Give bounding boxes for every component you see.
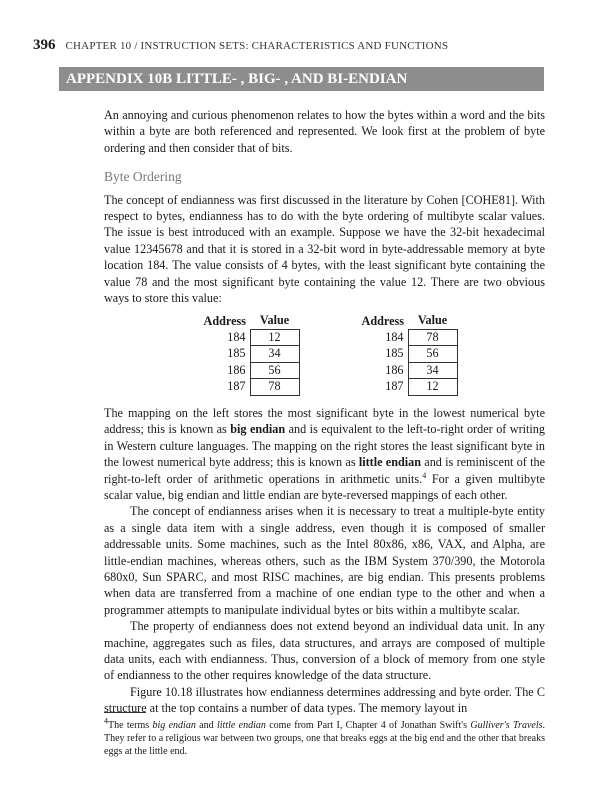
footnote-term: big endian — [152, 720, 196, 731]
byte-ordering-paragraph: The concept of endianness was first discussed in the literature by Cohen [COHE81]. With respect to bytes, endianness has to do with the byte ordering of multibyte scalar values. The issue is best introduced with an example. Suppose we have the 32-bit hexadecimal value 12345678 and that it is stored in a 32-bit word in byte-addressable memory at byte location 184. The value consists of 4 bytes, with the least significant byte containing the value 78 and the most significant byte containing the value 12. There are two obvious ways to store this value: — [104, 192, 545, 306]
footnote — [104, 716, 545, 758]
little-endian-table — [350, 313, 458, 396]
mapping-text: For a given multibyte scalar value, big endian and little endian are byte-reversed mappings of each other. — [104, 471, 545, 502]
footnote-divider — [104, 712, 146, 713]
value-cell: 12 — [250, 329, 299, 346]
value-cell: 34 — [250, 346, 299, 363]
value-cell: 78 — [250, 379, 299, 396]
table-row — [350, 346, 458, 363]
property-paragraph: The property of endianness does not extend beyond an individual data unit. In any machine, aggregates such as files, data structures, and arrays are composed of multiple data units, each with endianness. Thus, conversion of a block of memory from one style of endianness to the other requires knowledge of the data structure. — [104, 619, 545, 683]
value-cell: 12 — [408, 379, 457, 396]
page-number: 396 — [33, 37, 56, 53]
address-cell: 185 — [227, 346, 246, 361]
mapping-text: and is equivalent to the left-to-right order of writing in Western culture languages. The mapping on the right stores the least significant byte in the lowest numerical byte address; this is known as — [104, 422, 545, 470]
value-cell: 78 — [408, 329, 457, 346]
value-cell: 34 — [408, 362, 457, 379]
table-row — [350, 329, 458, 346]
table-row — [192, 346, 300, 363]
footnote-text: and — [195, 720, 217, 731]
mapping-text: and is reminiscent of the right-to-left order of arithmetic operations in arithmetic units. — [104, 455, 545, 486]
footnote-number: 4 — [104, 716, 108, 726]
table-row — [192, 329, 300, 346]
intro-paragraph: An annoying and curious phenomenon relates to how the bytes within a word and the bits within a byte are both referenced and represented. We look first at the problem of byte ordering and then consider that of bits. — [104, 108, 545, 155]
footnote-text: The terms — [108, 720, 153, 731]
address-cell: 186 — [385, 362, 404, 377]
main-text — [104, 107, 545, 717]
address-header: Address — [203, 313, 246, 328]
footnote-book-title: Gulliver's Travels — [470, 720, 543, 731]
value-header: Value — [417, 313, 448, 328]
table-row — [350, 362, 458, 379]
term-big-endian: big endian — [230, 422, 286, 437]
running-head: CHAPTER 10 / INSTRUCTION SETS: CHARACTERISTICS AND FUNCTIONS — [65, 40, 449, 52]
figure-paragraph: Figure 10.18 illustrates how endianness determines addressing and byte order. The C structure at the top contains a number of data types. The memory layout in — [104, 684, 545, 716]
byte-order-tables — [104, 313, 545, 396]
address-cell: 184 — [227, 329, 246, 344]
value-header: Value — [259, 313, 290, 328]
term-little-endian: little endian — [358, 455, 422, 470]
appendix-title: APPENDIX 10B LITTLE- , BIG- , AND BI-ENDIAN — [59, 67, 544, 91]
table-row — [192, 379, 300, 396]
value-cell: 56 — [408, 346, 457, 363]
section-heading: Byte Ordering — [104, 169, 182, 185]
page-header — [33, 36, 573, 56]
footnote-term: little endian — [216, 720, 266, 731]
address-cell: 187 — [385, 379, 404, 394]
footnote-reference: 4 — [422, 470, 427, 480]
address-cell: 186 — [227, 362, 246, 377]
footnote-text: . They refer to a religious war between two groups, one that breaks eggs at the big end and the other that breaks eggs at the little end. — [104, 720, 545, 757]
big-endian-table — [192, 313, 300, 396]
footnote-text: come from Part I, Chapter 4 of Jonathan Swift's — [265, 720, 471, 731]
table-row — [350, 379, 458, 396]
table-row — [192, 362, 300, 379]
address-cell: 184 — [385, 329, 404, 344]
mapping-text: The mapping on the left stores the most significant byte in the lowest numerical byte address; this is known as — [104, 405, 545, 437]
address-cell: 187 — [227, 379, 246, 394]
address-header: Address — [361, 313, 404, 328]
concept-paragraph: The concept of endianness arises when it is necessary to treat a multiple-byte entity as a single data item with a single address, even though it is composed of smaller addressable units. Some machines, such as the Intel 80x86, x86, VAX, and Alpha, are little-endian machines, whereas others, such as the IBM System 370/390, the Motorola 680x0, Sun SPARC, and most RISC machines, are big endian. This presents problems when data are transferred from a machine of one endian type to the other and when a programmer attempts to manipulate individual bytes or bits within a multibyte scalar. — [104, 504, 545, 617]
address-cell: 185 — [385, 346, 404, 361]
value-cell: 56 — [250, 362, 299, 379]
mapping-paragraph — [104, 405, 545, 503]
